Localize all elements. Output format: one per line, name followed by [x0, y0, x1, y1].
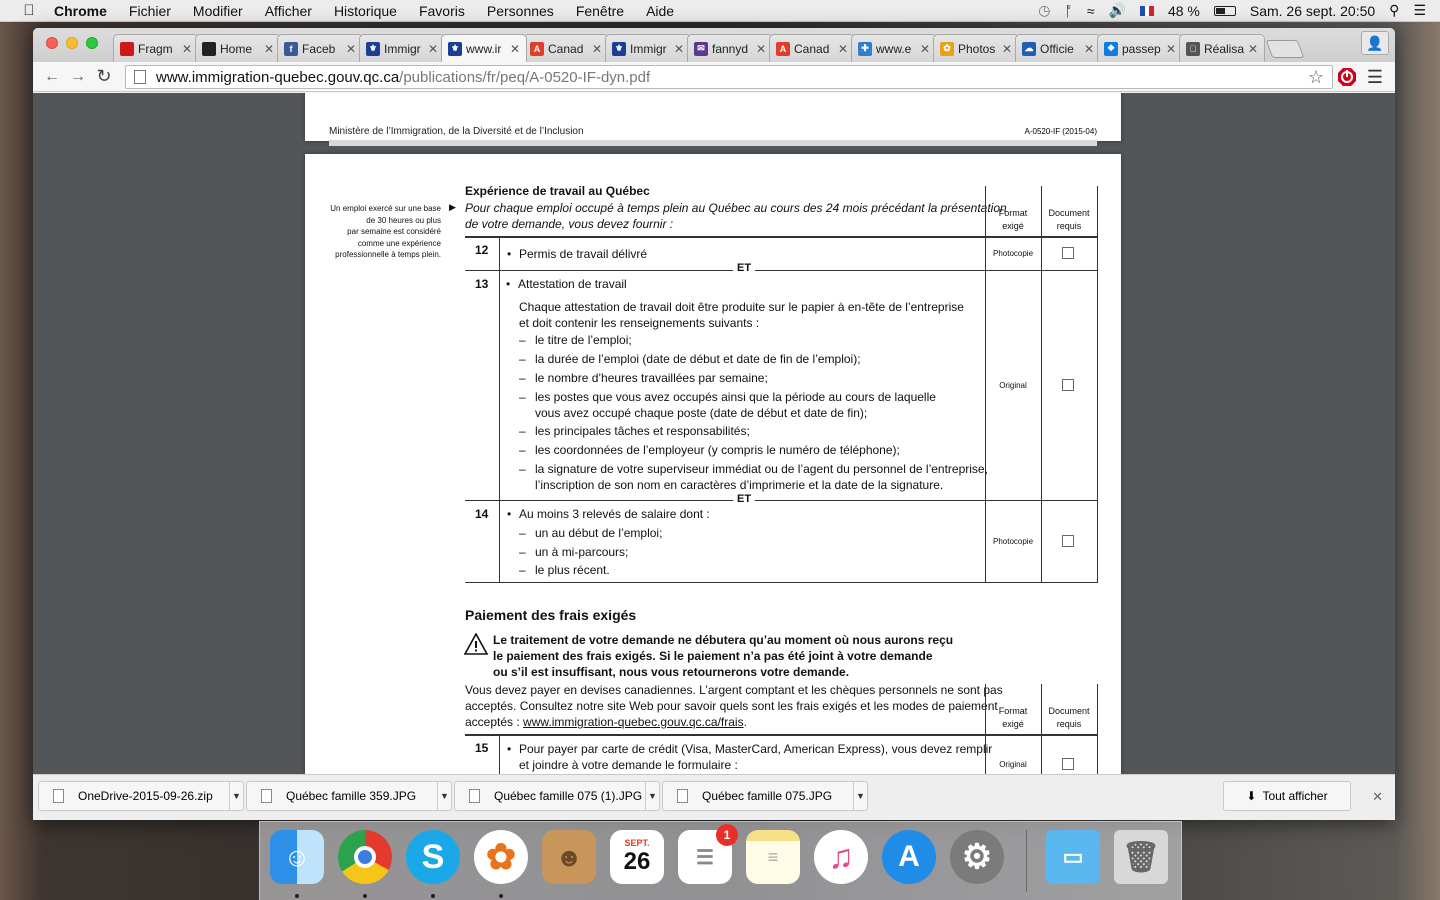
file-icon	[53, 789, 64, 803]
tab-facebook[interactable]: f Faceb ✕	[277, 34, 363, 62]
chevron-down-icon[interactable]: ▼	[853, 782, 867, 810]
table-rule	[465, 270, 1098, 271]
tab-favicon-icon	[120, 42, 134, 56]
row15-checkbox[interactable]	[1062, 758, 1074, 770]
itunes-icon[interactable]: ♫	[814, 830, 868, 884]
running-indicator	[295, 894, 299, 898]
address-bar[interactable]	[125, 65, 1333, 89]
calendar-month: SEPT.	[624, 838, 650, 848]
calendar-day: 26	[623, 848, 651, 875]
menu-afficher[interactable]: Afficher	[264, 2, 312, 19]
row-number-15: 15	[475, 741, 489, 755]
close-tab-icon[interactable]: ✕	[263, 41, 274, 56]
arrow-right-icon: ▶	[449, 202, 456, 212]
menu-historique[interactable]: Historique	[333, 2, 397, 19]
table-rule	[499, 236, 500, 582]
pdf-page-previous	[305, 93, 1121, 141]
menu-personnes[interactable]: Personnes	[486, 2, 554, 19]
finder-icon[interactable]: ☺	[270, 830, 324, 884]
section-title-experience: Expérience de travail au Québec	[465, 184, 650, 198]
tab-canada-2[interactable]: A Canad ✕	[769, 34, 855, 62]
chrome-window	[33, 28, 1395, 820]
row13-list-item: – les coordonnées de l’employeur (y compris le numéro de téléphone);	[535, 443, 900, 457]
time-machine-icon[interactable]: ◷	[1038, 2, 1051, 18]
dock-divider	[1026, 830, 1027, 892]
row15-format: Original	[999, 760, 1027, 769]
tab-photos[interactable]: ✿ Photos ✕	[933, 34, 1019, 62]
menu-favoris[interactable]: Favoris	[418, 2, 465, 19]
section-intro: Pour chaque emploi occupé à temps plein au Québec au cours des 24 mois précédant la présentation de votre demande, vous devez fournir :	[465, 201, 1007, 231]
apple-icon	[1186, 42, 1200, 56]
close-tab-icon[interactable]: ✕	[919, 41, 930, 56]
row14-list-item: – le plus récent.	[535, 563, 610, 577]
notes-icon[interactable]: ≡	[746, 830, 800, 884]
row12-checkbox[interactable]	[1062, 247, 1074, 259]
table-rule	[1097, 186, 1098, 582]
running-indicator	[499, 894, 503, 898]
new-tab-button[interactable]	[1266, 40, 1305, 58]
menu-modifier[interactable]: Modifier	[192, 2, 243, 19]
close-shelf-icon[interactable]: ✕	[1372, 789, 1383, 804]
chevron-down-icon[interactable]: ▼	[437, 782, 451, 810]
row13-list-item: – la durée de l’emploi (date de début et date de fin de l’emploi);	[535, 352, 861, 366]
download-item[interactable]: OneDrive-2015-09-26.zip ▼	[38, 781, 244, 811]
menu-aide[interactable]: Aide	[646, 2, 675, 19]
row13-list-item: – les postes que vous avez occupés ainsi que la période au cours de laquelle vous avez occupé chaque poste (date de début et date de fin);	[535, 389, 936, 421]
download-arrow-icon: ⬇	[1246, 789, 1257, 803]
table-rule	[465, 582, 1098, 583]
contacts-icon[interactable]: ☻	[542, 830, 596, 884]
pdf-page	[305, 154, 1121, 774]
running-indicator	[431, 894, 435, 898]
table-rule	[499, 734, 500, 774]
payment-link[interactable]: www.immigration-quebec.gouv.qc.ca/frais	[523, 715, 744, 729]
close-tab-icon[interactable]: ✕	[1165, 41, 1176, 56]
table-rule	[465, 500, 1098, 501]
row14-checkbox[interactable]	[1062, 535, 1074, 547]
tab-passeport[interactable]: ❖ passep ✕	[1097, 34, 1183, 62]
tab-realisations[interactable]: Réalisa ✕	[1179, 34, 1265, 62]
wifi-icon[interactable]: ≈	[1086, 2, 1095, 19]
row14-list-item: – un au début de l’emploi;	[535, 526, 662, 540]
pdf-viewer[interactable]	[33, 93, 1395, 774]
calendar-icon[interactable]	[610, 830, 664, 884]
payment-warning: Le traitement de votre demande ne débutera qu’au moment où nous aurons reçu le paiement des frais exigés. Si le paiement n’a pas été joint à votre demande ou s’il est insuffisant, nous vous retournerons votre demande.	[493, 633, 954, 679]
tab-canada-1[interactable]: A Canad ✕	[523, 34, 609, 62]
table-rule	[465, 734, 1098, 736]
photos-icon: ✿	[940, 42, 954, 56]
download-item[interactable]: Québec famille 075 (1).JPG ▼	[454, 781, 660, 811]
quebec-flag-icon: ✚	[858, 42, 872, 56]
tab-favicon-icon	[202, 42, 216, 56]
menu-fenetre[interactable]: Fenêtre	[575, 2, 625, 19]
close-tab-icon[interactable]: ✕	[181, 41, 192, 56]
bookmark-star-icon[interactable]: ☆	[1307, 66, 1324, 87]
tab-www-e[interactable]: ✚ www.e ✕	[851, 34, 937, 62]
row13-paragraph: Chaque attestation de travail doit être produite sur le papier à en-tête de l’entreprise et doit contenir les renseignements suivants :	[519, 300, 964, 330]
extension-stop-icon[interactable]	[1337, 67, 1357, 87]
row-number-13: 13	[475, 277, 489, 291]
close-tab-icon[interactable]: ✕	[345, 41, 356, 56]
dropbox-icon: ❖	[1104, 42, 1118, 56]
row13-list-item: – le nombre d’heures travaillées par semaine;	[535, 371, 768, 385]
dock	[259, 821, 1182, 900]
notification-center-icon[interactable]: ☰	[1413, 2, 1426, 18]
close-tab-icon[interactable]: ✕	[427, 41, 438, 56]
section-title-payment: Paiement des frais exigés	[465, 607, 637, 623]
tab-home[interactable]: Home ✕	[195, 34, 281, 62]
trash-icon[interactable]: 🗑	[1114, 830, 1168, 884]
clock[interactable]: Sam. 26 sept. 20:50	[1249, 2, 1376, 19]
pdf-header-ministry: Ministère de l’Immigration, de la Diversité et de l’Inclusion	[329, 126, 584, 137]
tab-strip	[33, 28, 1395, 62]
pdf-form-code: A-0520-IF (2015-04)	[1024, 127, 1097, 136]
download-item[interactable]: Québec famille 359.JPG ▼	[246, 781, 452, 811]
tab-mail[interactable]: ✉ fannyd ✕	[687, 34, 773, 62]
row13-list-item: – les principales tâches et responsabilités;	[535, 424, 750, 438]
menu-fichier[interactable]: Fichier	[128, 2, 171, 19]
fleur-de-lis-icon: ⚜	[612, 42, 626, 56]
download-item[interactable]: Québec famille 075.JPG ▼	[662, 781, 868, 811]
tab-immigration-2[interactable]: ⚜ Immigr ✕	[605, 34, 691, 62]
pdf-header-rule	[329, 140, 1097, 146]
file-icon	[469, 789, 480, 803]
col-header-format: Format exigé	[998, 208, 1028, 231]
row-number-12: 12	[475, 243, 489, 257]
reload-icon[interactable]: ↻	[96, 66, 112, 86]
table-rule	[1041, 684, 1042, 774]
file-icon	[677, 789, 688, 803]
close-window-button[interactable]	[46, 37, 58, 49]
close-tab-icon[interactable]: ✕	[673, 41, 684, 56]
row13-list-item: – la signature de votre superviseur immédiat ou de l’agent du personnel de l’entreprise, l’inscription de son nom en caractères d’imprimerie et la date de la signature.	[535, 461, 988, 493]
pdf-icon: A	[530, 42, 544, 56]
volume-icon[interactable]: 🔊	[1108, 2, 1126, 18]
et-separator: ET	[733, 262, 755, 274]
tab-fragm[interactable]: Fragm ✕	[113, 34, 199, 62]
close-tab-icon[interactable]: ✕	[1083, 41, 1094, 56]
close-tab-icon[interactable]: ✕	[837, 41, 848, 56]
table-rule	[465, 236, 1098, 238]
table-rule	[1097, 684, 1098, 774]
tab-officiel[interactable]: ☁ Officie ✕	[1015, 34, 1101, 62]
pdf-icon: A	[776, 42, 790, 56]
pdf-sidenote: Un emploi exercé sur une base de 30 heures ou plus par semaine est considéré comme une expérience professionnelle à temps plein.	[330, 204, 441, 259]
row14-format: Photocopie	[992, 537, 1034, 546]
app-store-icon[interactable]: A	[882, 830, 936, 884]
folder-icon[interactable]: ▭	[1046, 830, 1100, 884]
row14-item: • Au moins 3 relevés de salaire dont :	[519, 507, 710, 521]
close-tab-icon[interactable]: ✕	[1001, 41, 1012, 56]
fleur-de-lis-icon: ⚜	[366, 42, 380, 56]
forward-arrow-icon[interactable]: →	[70, 67, 86, 85]
menu-bar	[0, 0, 1440, 22]
chrome-icon[interactable]	[338, 830, 392, 884]
row12-format: Photocopie	[992, 249, 1034, 258]
photos-app-icon[interactable]: ✿	[474, 830, 528, 884]
close-tab-icon[interactable]: ✕	[509, 41, 520, 56]
battery-icon[interactable]	[1214, 6, 1236, 16]
col-header-format: Format exigé	[998, 706, 1028, 729]
chrome-menu-icon[interactable]: ☰	[1366, 67, 1384, 87]
col-header-document: Document requis	[1048, 208, 1090, 231]
zoom-window-button[interactable]	[86, 37, 98, 49]
onedrive-icon: ☁	[1022, 42, 1036, 56]
reminders-badge: 1	[716, 824, 738, 846]
bluetooth-icon[interactable]: ᚩ	[1064, 2, 1073, 19]
close-tab-icon[interactable]: ✕	[1247, 41, 1258, 56]
row13-list-item: – le titre de l’emploi;	[535, 333, 632, 347]
browser-toolbar	[33, 62, 1395, 92]
page-icon	[134, 70, 146, 84]
row12-item: • Permis de travail délivré	[519, 247, 647, 261]
chevron-down-icon[interactable]: ▼	[645, 782, 659, 810]
payment-text: Vous devez payer en devises canadiennes. L’argent comptant et les chèques personnels ne sont pas acceptés. Consultez notre site Web pour savoir quels sont les frais exigés et les modes de paiement acceptés : www.immigration-quebec.gouv.qc.ca/frais.	[465, 683, 1003, 729]
col-header-document: Document requis	[1048, 706, 1090, 729]
menu-app-chrome[interactable]: Chrome	[54, 2, 107, 19]
spotlight-icon[interactable]: ⚲	[1389, 2, 1400, 18]
downloads-shelf	[33, 774, 1395, 820]
et-separator: ET	[733, 493, 755, 505]
row15-item: • Pour payer par carte de crédit (Visa, MasterCard, American Express), vous devez remplir et joindre à votre demande le formulaire :	[519, 741, 992, 773]
running-indicator	[363, 894, 367, 898]
reminders-icon[interactable]: ☰ 1	[678, 830, 732, 884]
close-tab-icon[interactable]: ✕	[755, 41, 766, 56]
apple-menu-icon[interactable]	[18, 2, 40, 19]
url-host: www.immigration-quebec.gouv.qc.ca	[156, 68, 400, 86]
system-preferences-icon[interactable]: ⚙	[950, 830, 1004, 884]
chevron-down-icon[interactable]: ▼	[229, 782, 243, 810]
table-rule	[1041, 186, 1042, 582]
show-all-downloads-button[interactable]: ⬇ Tout afficher	[1223, 781, 1351, 811]
warning-icon	[464, 633, 488, 655]
row14-list-item: – un à mi-parcours;	[535, 545, 628, 559]
battery-percent[interactable]: 48 %	[1167, 2, 1200, 19]
facebook-icon: f	[284, 42, 298, 56]
row13-item: • Attestation de travail	[518, 277, 627, 291]
row13-checkbox[interactable]	[1062, 379, 1074, 391]
url-path: /publications/fr/peq/A-0520-IF-dyn.pdf	[399, 68, 651, 86]
back-arrow-icon[interactable]: ←	[44, 67, 60, 85]
minimize-window-button[interactable]	[66, 37, 78, 49]
profile-button[interactable]: 👤	[1361, 31, 1389, 55]
tab-immigration-1[interactable]: ⚜ Immigr ✕	[359, 34, 445, 62]
skype-icon[interactable]: S	[406, 830, 460, 884]
tab-active-pdf[interactable]: ⚜ www.ir ✕	[441, 34, 527, 62]
mail-icon: ✉	[694, 42, 708, 56]
fleur-de-lis-icon: ⚜	[448, 42, 462, 56]
file-icon	[261, 789, 272, 803]
row-number-14: 14	[475, 507, 489, 521]
input-source-flag-icon[interactable]	[1140, 6, 1154, 16]
close-tab-icon[interactable]: ✕	[591, 41, 602, 56]
row13-format: Original	[999, 381, 1027, 390]
